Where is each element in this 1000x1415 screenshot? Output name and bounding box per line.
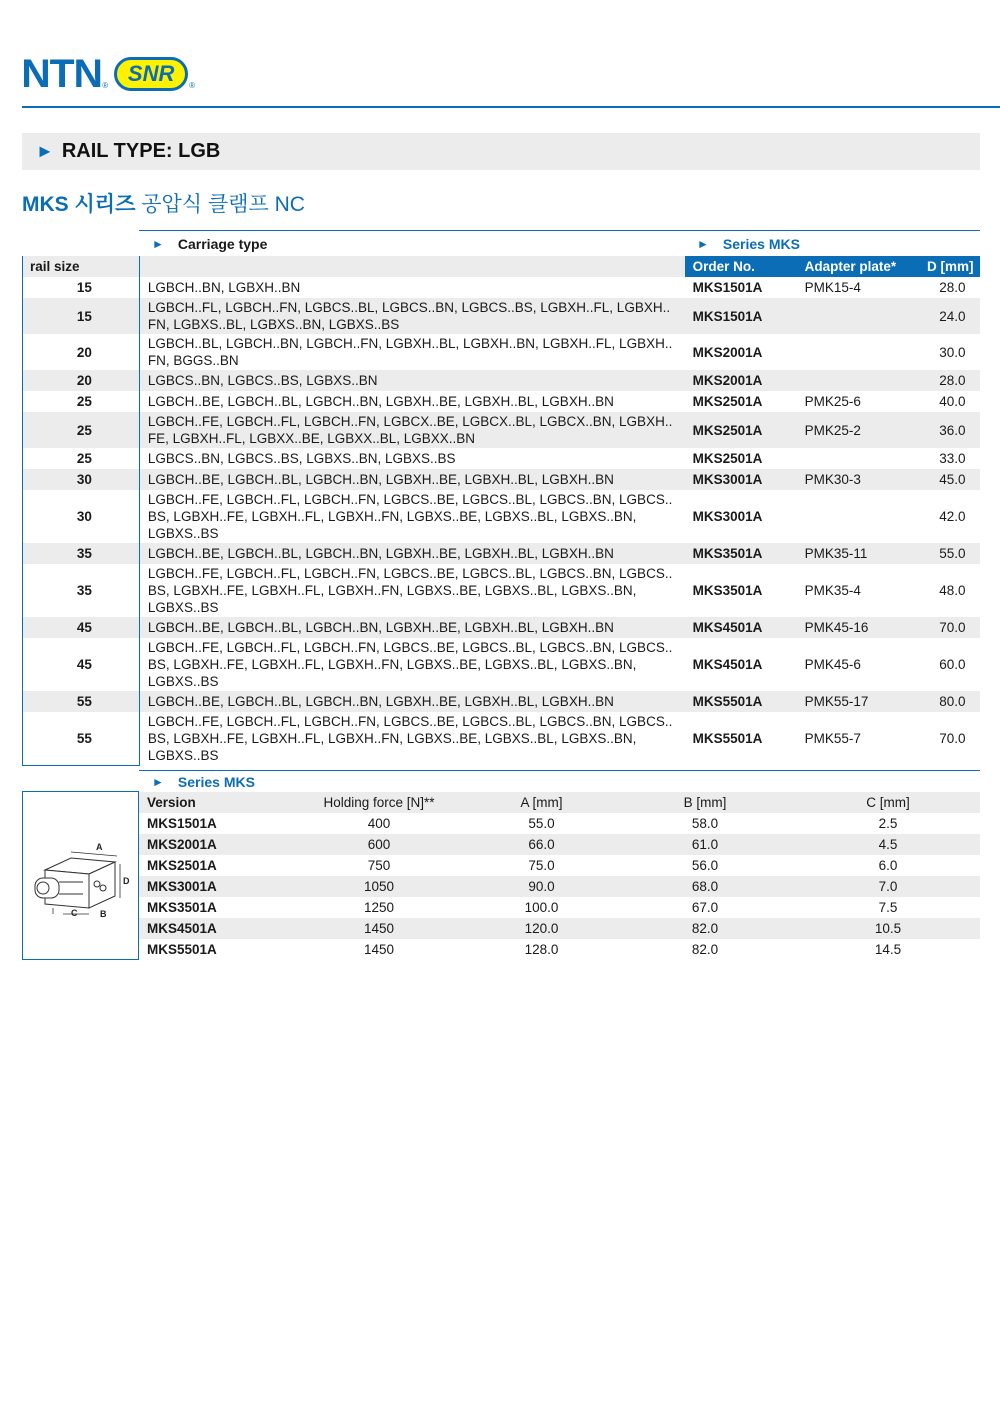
adapter-plate-cell: PMK45-6 xyxy=(804,657,861,672)
triangle-right-icon: ► xyxy=(36,141,54,161)
col-order-no: Order No. xyxy=(685,256,797,277)
adapter-plate-cell: PMK35-4 xyxy=(804,583,861,598)
order-no-cell: MKS2501A xyxy=(692,451,763,466)
rail-type-bar xyxy=(22,133,980,170)
order-no-cell: MKS3501A xyxy=(692,583,763,598)
d-mm-cell: 55.0 xyxy=(917,543,980,564)
order-no-cell: MKS5501A xyxy=(685,691,797,712)
ntn-logo: NTN xyxy=(21,52,103,96)
table-row xyxy=(23,298,980,334)
series-mks-heading xyxy=(697,233,800,255)
triangle-right-icon: ► xyxy=(152,775,164,789)
table-row xyxy=(23,564,980,617)
table-row xyxy=(139,918,980,939)
d-mm-cell: 40.0 xyxy=(939,394,966,409)
registered-mark: ® xyxy=(102,80,109,90)
holding-force-cell: 1250 xyxy=(363,900,395,915)
b-mm-cell: 61.0 xyxy=(614,834,796,855)
d-mm-cell: 80.0 xyxy=(917,691,980,712)
series-title-bold: MKS 시리즈 xyxy=(22,193,136,216)
order-no-cell: MKS2001A xyxy=(685,370,797,391)
carriage-type-label: Carriage type xyxy=(177,236,268,252)
col-rail-size: rail size xyxy=(23,256,140,277)
adapter-plate-cell xyxy=(797,448,917,469)
d-mm-cell: 24.0 xyxy=(917,298,980,334)
table-row xyxy=(23,277,980,298)
section-divider xyxy=(139,230,980,231)
carriage-type-cell: LGBCH..BE, LGBCH..BL, LGBCH..BN, LGBXH..BE, LGBXH..BL, LGBXH..BN xyxy=(139,543,684,564)
d-mm-cell: 33.0 xyxy=(939,451,966,466)
rail-size-cell: 20 xyxy=(23,334,140,370)
d-mm-cell: 30.0 xyxy=(939,344,966,360)
registered-mark: ® xyxy=(189,80,196,90)
table-header-row xyxy=(23,256,980,277)
c-mm-cell: 14.5 xyxy=(874,942,902,957)
version-cell: MKS2501A xyxy=(147,858,217,873)
order-no-cell: MKS3001A xyxy=(692,509,763,524)
table-row xyxy=(23,543,980,564)
carriage-type-cell: LGBCH..BE, LGBCH..BL, LGBCH..BN, LGBXH..BE, LGBXH..BL, LGBXH..BN xyxy=(147,394,614,409)
holding-force-cell: 1450 xyxy=(363,942,395,957)
c-mm-cell: 4.5 xyxy=(796,834,980,855)
col-adapter-plate: Adapter plate* xyxy=(797,256,917,277)
col-version: Version xyxy=(139,792,289,813)
carriage-type-cell: LGBCH..BE, LGBCH..BL, LGBCH..BN, LGBXH..BE, LGBXH..BL, LGBXH..BN xyxy=(139,691,684,712)
col-holding-force: Holding force [N]** xyxy=(289,792,469,813)
c-mm-cell: 10.5 xyxy=(796,918,980,939)
clamp-drawing xyxy=(23,792,138,959)
table-row xyxy=(23,469,980,490)
rail-size-cell: 20 xyxy=(23,370,140,391)
col-a-mm: A [mm] xyxy=(469,792,614,813)
snr-logo: SNR xyxy=(114,57,188,91)
b-mm-cell: 56.0 xyxy=(691,858,719,873)
table-row xyxy=(23,617,980,638)
a-mm-cell: 75.0 xyxy=(528,858,555,873)
d-mm-cell: 70.0 xyxy=(939,731,966,746)
col-c-mm: C [mm] xyxy=(796,792,980,813)
carriage-type-heading xyxy=(152,233,267,255)
b-mm-cell: 67.0 xyxy=(691,900,719,915)
table-row xyxy=(23,448,980,469)
triangle-right-icon: ► xyxy=(697,237,709,251)
dimension-a-label: A xyxy=(96,842,103,852)
table-row xyxy=(23,691,980,712)
order-no-cell: MKS5501A xyxy=(692,731,763,746)
order-no-cell: MKS3001A xyxy=(685,469,797,490)
rail-size-cell: 25 xyxy=(23,391,140,412)
d-mm-cell: 48.0 xyxy=(939,583,966,598)
adapter-plate-cell: PMK55-7 xyxy=(804,731,861,746)
a-mm-cell: 90.0 xyxy=(469,876,614,897)
carriage-type-cell: LGBCH..FE, LGBCH..FL, LGBCH..FN, LGBCS..BE, LGBCS..BL, LGBCS..BN, LGBCS.. BS, LGBXH..FE, LGBXH..FL, LGBXH..FN, LGBXS..BE, LGBXS..BL, LGBXS..BN, LGBXS..BS xyxy=(147,714,673,763)
adapter-plate-cell xyxy=(797,370,917,391)
rail-type-title: RAIL TYPE: LGB xyxy=(61,140,221,162)
d-mm-cell: 60.0 xyxy=(939,657,966,672)
table-row xyxy=(139,855,980,876)
holding-force-cell: 600 xyxy=(289,834,469,855)
carriage-type-cell: LGBCS..BN, LGBCS..BS, LGBXS..BN, LGBXS..BS xyxy=(147,451,456,466)
a-mm-cell: 120.0 xyxy=(469,918,614,939)
series-title xyxy=(22,188,305,218)
order-no-cell: MKS1501A xyxy=(685,298,797,334)
order-no-cell: MKS4501A xyxy=(692,657,763,672)
series-title-rest: 공압식 클램프 NC xyxy=(135,193,305,216)
d-mm-cell: 28.0 xyxy=(939,280,966,295)
carriage-type-cell: LGBCH..FE, LGBCH..FL, LGBCH..FN, LGBCX..BE, LGBCX..BL, LGBCX..BN, LGBXH.. FE, LGBXH..FL, LGBXX..BE, LGBXX..BL, LGBXX..BN xyxy=(139,412,684,448)
adapter-plate-cell: PMK35-11 xyxy=(797,543,917,564)
table-header-row xyxy=(139,792,980,813)
rail-size-cell: 55 xyxy=(23,691,140,712)
a-mm-cell: 55.0 xyxy=(528,816,555,831)
section-divider xyxy=(139,770,980,771)
table-row xyxy=(23,490,980,543)
col-carriage xyxy=(139,256,684,277)
rail-size-cell: 30 xyxy=(23,490,140,543)
dimension-c-label: C xyxy=(71,908,78,918)
adapter-plate-cell xyxy=(797,334,917,370)
rail-size-cell: 45 xyxy=(23,638,140,691)
adapter-plate-cell: PMK25-6 xyxy=(804,394,861,409)
table-row xyxy=(23,370,980,391)
col-d-mm: D [mm] xyxy=(917,256,980,277)
c-mm-cell: 7.5 xyxy=(878,900,898,915)
order-no-cell: MKS4501A xyxy=(685,617,797,638)
dimension-d-label: D xyxy=(123,876,130,886)
version-cell: MKS3501A xyxy=(147,900,217,915)
version-cell: MKS3001A xyxy=(139,876,289,897)
carriage-type-cell: LGBCH..BL, LGBCH..BN, LGBCH..FN, LGBXH..BL, LGBXH..BN, LGBXH..FL, LGBXH.. FN, BGGS..BN xyxy=(147,336,673,368)
table-row xyxy=(23,391,980,412)
a-mm-cell: 100.0 xyxy=(524,900,559,915)
rail-size-cell: 15 xyxy=(23,298,140,334)
clamp-dimension-diagram xyxy=(22,791,139,960)
holding-force-cell: 400 xyxy=(367,816,391,831)
holding-force-cell: 1050 xyxy=(289,876,469,897)
b-mm-cell: 68.0 xyxy=(614,876,796,897)
adapter-plate-cell xyxy=(797,490,917,543)
carriage-type-cell: LGBCH..FL, LGBCH..FN, LGBCS..BL, LGBCS..BN, LGBCS..BS, LGBXH..FL, LGBXH.. FN, LGBXS..BL, LGBXS..BN, LGBXS..BS xyxy=(139,298,684,334)
rail-size-cell: 30 xyxy=(23,469,140,490)
triangle-right-icon: ► xyxy=(152,237,164,251)
table-row xyxy=(23,412,980,448)
b-mm-cell: 58.0 xyxy=(691,816,719,831)
series-mks-heading-2 xyxy=(152,771,255,793)
series-mks-label: Series MKS xyxy=(722,236,800,252)
carriage-type-cell: LGBCH..FE, LGBCH..FL, LGBCH..FN, LGBCS..BE, LGBCS..BL, LGBCS..BN, LGBCS.. BS, LGBXH..FE, LGBXH..FL, LGBXH..FN, LGBXS..BE, LGBXS..BL, LGBXS..BN, LGBXS..BS xyxy=(147,640,673,689)
b-mm-cell: 82.0 xyxy=(691,942,719,957)
adapter-plate-cell: PMK25-2 xyxy=(797,412,917,448)
carriage-type-cell: LGBCH..BN, LGBXH..BN xyxy=(147,280,301,295)
rail-size-cell: 55 xyxy=(23,712,140,765)
carriage-type-cell: LGBCH..BE, LGBCH..BL, LGBCH..BN, LGBXH..BE, LGBXH..BL, LGBXH..BN xyxy=(139,617,684,638)
rail-size-cell: 35 xyxy=(23,543,140,564)
b-mm-cell: 82.0 xyxy=(614,918,796,939)
carriage-type-cell: LGBCH..BE, LGBCH..BL, LGBCH..BN, LGBXH..BE, LGBXH..BL, LGBXH..BN xyxy=(139,469,684,490)
version-cell: MKS4501A xyxy=(139,918,289,939)
col-b-mm: B [mm] xyxy=(614,792,796,813)
table-row xyxy=(139,813,980,834)
carriage-type-cell: LGBCS..BN, LGBCS..BS, LGBXS..BN xyxy=(139,370,684,391)
holding-force-cell: 1450 xyxy=(289,918,469,939)
c-mm-cell: 6.0 xyxy=(878,858,898,873)
header-divider xyxy=(22,106,1000,108)
table-row xyxy=(23,712,980,765)
adapter-plate-cell: PMK15-4 xyxy=(804,280,861,295)
version-cell: MKS1501A xyxy=(147,816,217,831)
order-no-cell: MKS1501A xyxy=(692,280,763,295)
a-mm-cell: 128.0 xyxy=(524,942,559,957)
rail-size-cell: 25 xyxy=(23,412,140,448)
rail-size-cell: 15 xyxy=(23,277,140,298)
adapter-plate-cell: PMK45-16 xyxy=(797,617,917,638)
c-mm-cell: 2.5 xyxy=(878,816,898,831)
rail-size-cell: 25 xyxy=(23,448,140,469)
a-mm-cell: 66.0 xyxy=(469,834,614,855)
dimensions-table xyxy=(139,792,980,960)
rail-size-cell: 35 xyxy=(23,564,140,617)
carriage-type-cell: LGBCH..FE, LGBCH..FL, LGBCH..FN, LGBCS..BE, LGBCS..BL, LGBCS..BN, LGBCS.. BS, LGBXH..FE, LGBXH..FL, LGBXH..FN, LGBXS..BE, LGBXS..BL, LGBXS..BN, LGBXS..BS xyxy=(147,566,673,615)
brand-logos xyxy=(22,52,195,96)
carriage-compatibility-table xyxy=(22,256,980,766)
order-no-cell: MKS2001A xyxy=(692,344,763,360)
table-row xyxy=(139,897,980,918)
d-mm-cell: 70.0 xyxy=(917,617,980,638)
adapter-plate-cell: PMK30-3 xyxy=(797,469,917,490)
c-mm-cell: 7.0 xyxy=(796,876,980,897)
series-mks-label-2: Series MKS xyxy=(177,774,255,790)
table-row xyxy=(23,334,980,370)
order-no-cell: MKS2501A xyxy=(685,412,797,448)
table-row xyxy=(139,834,980,855)
dimension-b-label: B xyxy=(100,909,107,919)
version-cell: MKS2001A xyxy=(139,834,289,855)
version-cell: MKS5501A xyxy=(147,942,217,957)
carriage-type-cell: LGBCH..FE, LGBCH..FL, LGBCH..FN, LGBCS..BE, LGBCS..BL, LGBCS..BN, LGBCS.. BS, LGBXH..FE, LGBXH..FL, LGBXH..FN, LGBXS..BE, LGBXS..BL, LGBXS..BN, LGBXS..BS xyxy=(147,492,673,541)
table-row xyxy=(139,939,980,960)
adapter-plate-cell xyxy=(797,298,917,334)
table-row xyxy=(139,876,980,897)
order-no-cell: MKS2501A xyxy=(692,394,763,409)
table-row xyxy=(23,638,980,691)
d-mm-cell: 36.0 xyxy=(917,412,980,448)
order-no-cell: MKS3501A xyxy=(685,543,797,564)
d-mm-cell: 42.0 xyxy=(939,509,966,524)
d-mm-cell: 45.0 xyxy=(917,469,980,490)
rail-size-cell: 45 xyxy=(23,617,140,638)
holding-force-cell: 750 xyxy=(367,858,391,873)
d-mm-cell: 28.0 xyxy=(917,370,980,391)
adapter-plate-cell: PMK55-17 xyxy=(797,691,917,712)
